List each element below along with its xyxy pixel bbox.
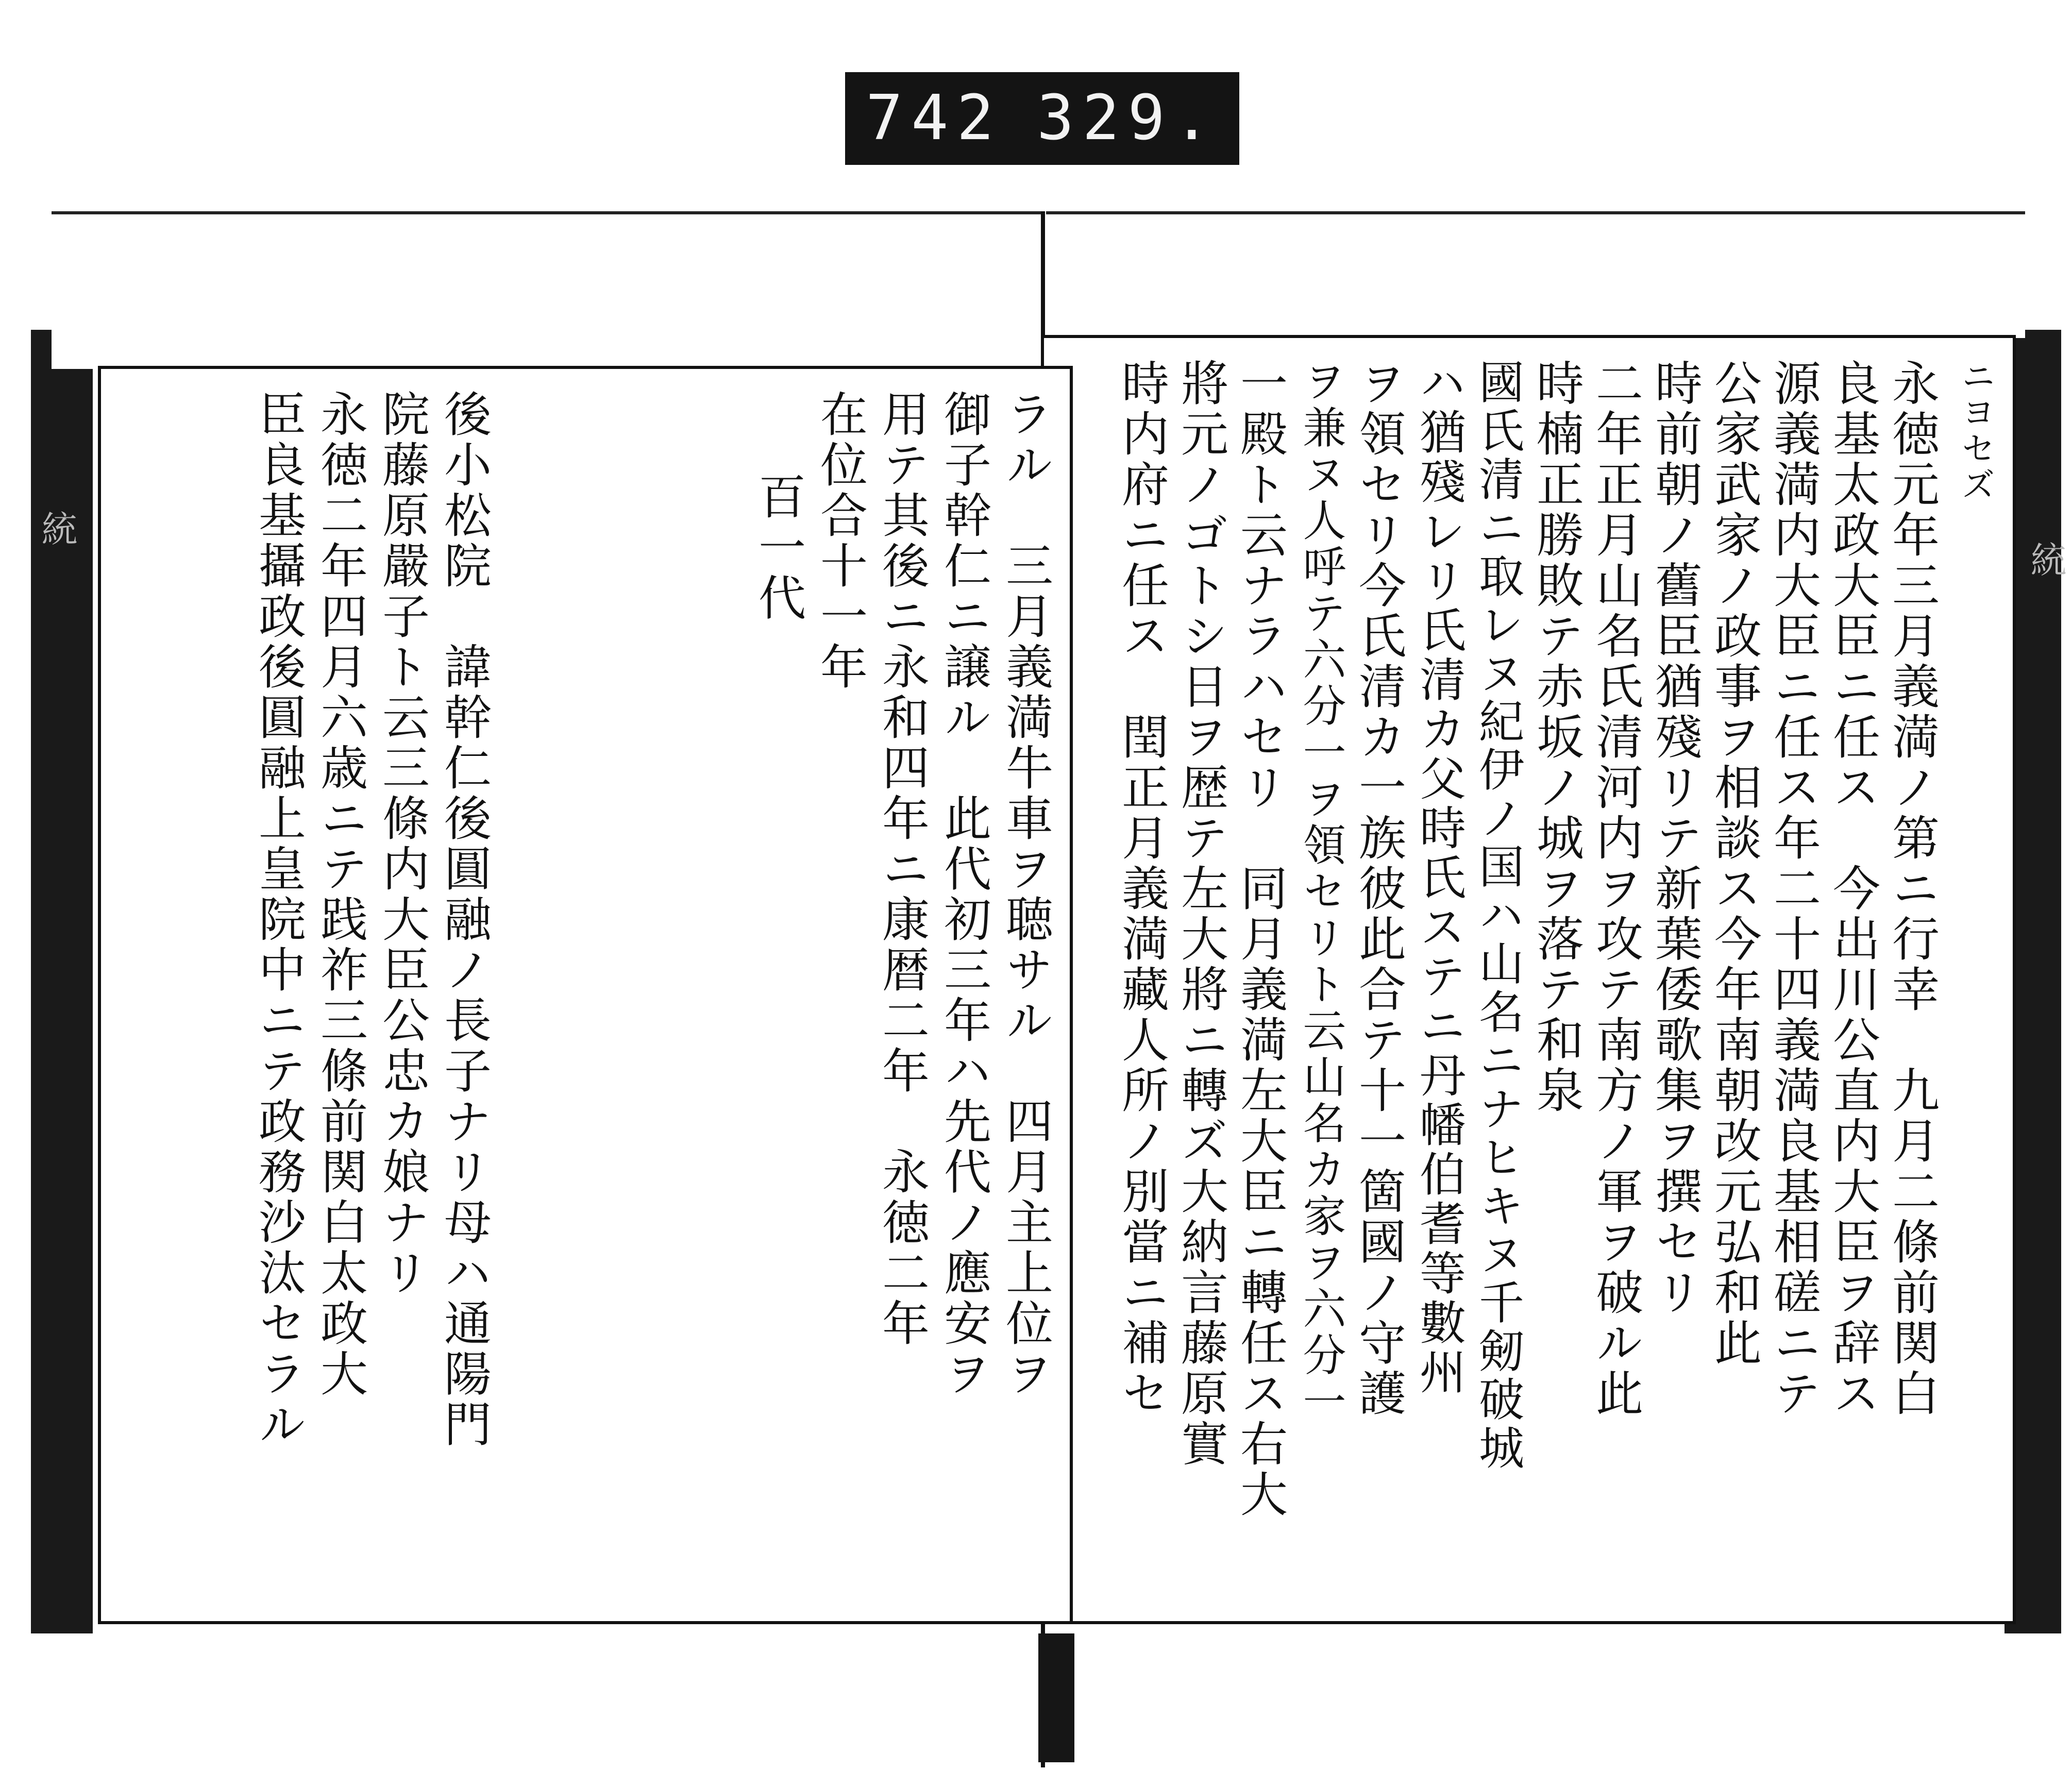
archive-number-label — [845, 72, 1239, 165]
text-column: 用テ其後ニ永和四年ニ康暦二年 永徳二年 — [874, 390, 930, 1349]
text-column: 百一代 — [751, 472, 806, 623]
text-column: 源義満内大臣ニ任ス年二十四義満良基相磋ニテ — [1766, 359, 1821, 1419]
text-column: 一殿ト云ナラハセリ 同月義満左大臣ニ轉任ス右大 — [1233, 359, 1288, 1520]
text-column: ラル 三月義満牛車ヲ聴サル 四月主上位ヲ — [998, 390, 1053, 1400]
text-column: ヲ兼ヌ人呼テ六分一ヲ領セリト云山名カ家ヲ六分一 — [1296, 359, 1346, 1425]
text-column: 後小松院 諱幹仁後圓融ノ長子ナリ母ハ通陽門 — [436, 390, 492, 1450]
text-column: 二年正月山名氏清河内ヲ攻テ南方ノ軍ヲ破ル此 — [1588, 359, 1643, 1419]
text-column: 永徳二年四月六歳ニテ践祚三條前関白太政大 — [313, 390, 368, 1400]
label-left-number: 742 — [866, 82, 1002, 154]
text-column: 公家武家ノ政事ヲ相談ス今年南朝改元弘和此 — [1707, 359, 1762, 1369]
text-column: 時前朝ノ舊臣猶殘リテ新葉倭歌集ヲ撰セリ — [1647, 359, 1703, 1318]
right-top-strip — [1046, 211, 2025, 338]
left-top-strip — [52, 211, 1041, 369]
text-column: 在位合十一年 — [813, 390, 868, 693]
left-page — [98, 366, 1073, 1624]
text-column: 永徳元年三月義満ノ第ニ行幸 九月二條前関白 — [1884, 359, 1940, 1419]
text-column: 臣良基攝政後圓融上皇院中ニテ政務沙汰セラル — [251, 390, 306, 1450]
text-column: 國氏清ニ取レヌ紀伊ノ国ハ山名ニナヒキヌ千剱破城 — [1472, 359, 1525, 1473]
left-edge-title: 統 — [36, 510, 78, 546]
spine-block — [1038, 1633, 1074, 1762]
text-column: 院藤原嚴子ト云三條内大臣公忠カ娘ナリ — [375, 390, 430, 1299]
label-right-number: 329. — [1037, 82, 1219, 154]
right-page — [1041, 335, 2016, 1624]
text-column: 時楠正勝敗テ赤坂ノ城ヲ落テ和泉 — [1529, 359, 1584, 1116]
text-column: 時内府ニ任ス 閏正月義満藏人所ノ別當ニ補セ — [1114, 359, 1169, 1419]
text-column: 御子幹仁ニ譲ル 此代初三年ハ先代ノ應安ヲ — [936, 390, 991, 1400]
text-column: ハ猶殘レリ氏清カ父時氏ステニ丹幡伯耆等數州 — [1411, 359, 1465, 1397]
text-column: 良基太政大臣ニ任ス 今出川公直内大臣ヲ辞ス — [1825, 359, 1880, 1419]
text-column: ヲ領セリ今氏清カ一族彼此合テ十一箇國ノ守護 — [1351, 359, 1406, 1419]
book-spread — [31, 211, 2067, 1628]
right-edge-title: 統 — [2025, 541, 2067, 577]
text-column: ニヨセズ — [1956, 359, 1995, 503]
text-column: 將元ノゴトシ日ヲ歴テ左大將ニ轉ズ大納言藤原實 — [1173, 359, 1228, 1470]
